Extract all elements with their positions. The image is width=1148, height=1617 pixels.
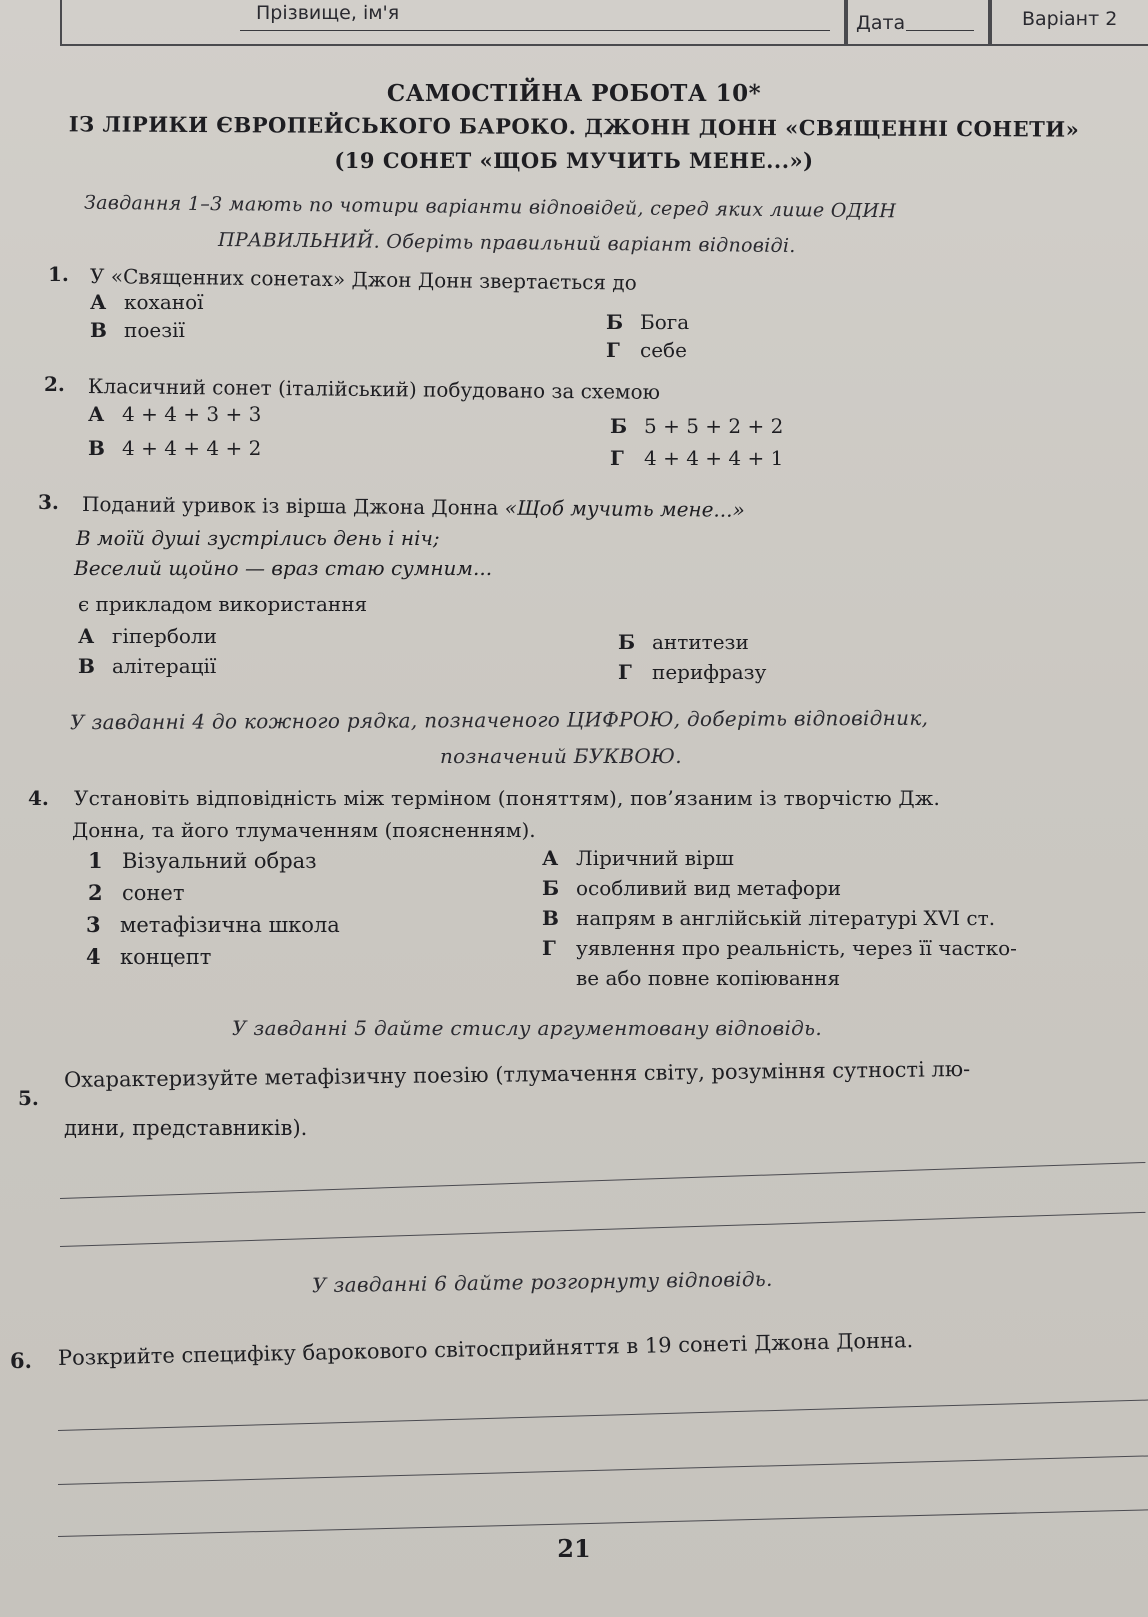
- option-letter: Г: [606, 338, 620, 362]
- match-definition[interactable]: [542, 876, 841, 900]
- definition-letter: Г: [542, 936, 556, 960]
- answer-option[interactable]: [610, 414, 783, 438]
- option-letter: Г: [610, 446, 624, 470]
- instructions-5: У завданні 5 дайте стислу аргументовану відповідь.: [232, 1016, 822, 1040]
- question-text-after: є прикладом використання: [78, 592, 368, 616]
- instructions-1-3-line1: Завдання 1–3 мають по чотири варіанти відповідей, серед яких лише ОДИН: [83, 191, 897, 223]
- name-line: [240, 30, 830, 31]
- answer-option[interactable]: [618, 630, 749, 654]
- quote-line-2: Веселий щойно — враз стаю сумним...: [74, 556, 493, 580]
- definition-text: ве або повне копіювання: [576, 966, 841, 990]
- name-box[interactable]: [60, 0, 846, 46]
- option-text: алітерації: [112, 654, 217, 678]
- answer-line[interactable]: [58, 1455, 1148, 1485]
- answer-option[interactable]: [88, 402, 261, 426]
- answer-line[interactable]: [58, 1400, 1148, 1431]
- question-text: [82, 492, 745, 522]
- question-text-line1: Установіть відповідність між терміном (поняттям), пов’язаним із творчістю Дж.: [74, 786, 941, 810]
- match-definition[interactable]: [542, 906, 995, 930]
- match-definition[interactable]: [542, 846, 734, 870]
- answer-line[interactable]: [58, 1509, 1148, 1537]
- question-text: У «Священних сонетах» Джон Донн звертається до: [89, 264, 637, 295]
- answer-option[interactable]: [618, 660, 766, 684]
- option-text: перифразу: [652, 660, 767, 684]
- option-text: Бога: [640, 310, 690, 334]
- option-letter: А: [78, 624, 95, 648]
- answer-option[interactable]: [610, 446, 783, 470]
- option-text: гіперболи: [112, 624, 217, 648]
- question-number: 6.: [10, 1348, 32, 1373]
- term-text: метафізична школа: [120, 913, 340, 937]
- option-letter: Б: [610, 414, 628, 438]
- page-subtitle-2: (19 СОНЕТ «ЩОБ МУЧИТЬ МЕНЕ...»): [334, 148, 814, 173]
- option-letter: В: [90, 318, 107, 342]
- header: [0, 0, 1148, 44]
- question-text: Класичний сонет (італійський) побудовано за схемою: [87, 374, 661, 404]
- poem-title: «Щоб мучить мене...»: [504, 495, 745, 522]
- definition-text: уявлення про реальність, через її частко-: [576, 936, 1017, 960]
- page-title: САМОСТІЙНА РОБОТА 10*: [386, 80, 762, 107]
- question-number: 5.: [18, 1086, 39, 1110]
- instructions-1-3-line2: ПРАВИЛЬНИЙ. Оберіть правильний варіант відповіді.: [217, 228, 796, 258]
- option-text: 5 + 5 + 2 + 2: [644, 414, 784, 438]
- term-number: 3: [86, 912, 101, 937]
- definition-letter: Б: [542, 876, 560, 900]
- term-number: 2: [88, 880, 103, 905]
- term-text: сонет: [122, 881, 185, 905]
- answer-line[interactable]: [60, 1162, 1145, 1199]
- option-letter: В: [78, 654, 95, 678]
- question-number: 2.: [44, 372, 65, 396]
- term-text: Візуальний образ: [122, 849, 317, 873]
- option-letter: Г: [618, 660, 632, 684]
- term-number: 1: [88, 848, 103, 873]
- page-subtitle: ІЗ ЛІРИКИ ЄВРОПЕЙСЬКОГО БАРОКО. ДЖОНН ДОНН «СВЯЩЕННІ СОНЕТИ»: [68, 111, 1080, 142]
- answer-option[interactable]: [90, 318, 185, 342]
- term-number: 4: [86, 944, 101, 969]
- match-term[interactable]: [88, 848, 317, 873]
- option-text: 4 + 4 + 4 + 1: [644, 446, 784, 470]
- question-text: Розкрийте специфіку барокового світосприйняття в 19 сонеті Джона Донна.: [57, 1328, 914, 1370]
- match-definition[interactable]: [542, 936, 1017, 960]
- option-letter: Б: [618, 630, 636, 654]
- answer-option[interactable]: [78, 654, 216, 678]
- match-definition-continuation: [576, 966, 840, 990]
- variant-label: Варіант 2: [1022, 8, 1118, 30]
- option-text: поезії: [124, 318, 185, 342]
- definition-text: Ліричний вірш: [576, 846, 734, 870]
- match-term[interactable]: [86, 944, 211, 969]
- question-number: 3.: [38, 490, 59, 514]
- page-number: 21: [557, 1534, 591, 1563]
- option-text: себе: [640, 338, 687, 362]
- date-line: [906, 30, 974, 31]
- quote-line-1: В моїй душі зустрілись день і ніч;: [76, 526, 440, 550]
- answer-option[interactable]: [88, 436, 261, 460]
- instructions-4-line1: У завданні 4 до кожного рядка, позначеного ЦИФРОЮ, доберіть відповідник,: [69, 705, 929, 735]
- instructions-4-line2: позначений БУКВОЮ.: [440, 744, 682, 768]
- term-text: концепт: [120, 945, 212, 969]
- definition-letter: В: [542, 906, 559, 930]
- definition-text: напрям в англійській літературі XVI ст.: [576, 906, 996, 930]
- option-letter: А: [90, 290, 107, 314]
- question-number: 4.: [28, 786, 49, 810]
- match-term[interactable]: [88, 880, 184, 905]
- option-text: 4 + 4 + 4 + 2: [122, 436, 262, 460]
- option-text: 4 + 4 + 3 + 3: [122, 402, 262, 426]
- date-label: Дата: [856, 12, 906, 34]
- answer-option[interactable]: [90, 290, 204, 314]
- question-text-line2: дини, представників).: [64, 1116, 308, 1140]
- match-term[interactable]: [86, 912, 340, 937]
- instructions-6: У завданні 6 дайте розгорнуту відповідь.: [311, 1266, 773, 1298]
- name-label: Прізвище, ім'я: [256, 2, 400, 24]
- question-text-line2: Донна, та його тлумаченням (поясненням).: [72, 818, 536, 842]
- option-text: антитези: [652, 630, 749, 654]
- option-text: коханої: [124, 290, 204, 314]
- answer-option[interactable]: [606, 310, 689, 334]
- option-letter: А: [88, 402, 105, 426]
- question-text-line1: Охарактеризуйте метафізичну поезію (тлумачення світу, розуміння сутності лю-: [63, 1056, 971, 1092]
- question-text-prefix: Поданий уривок із вірша Джона Донна: [81, 492, 505, 520]
- answer-line[interactable]: [60, 1212, 1145, 1247]
- answer-option[interactable]: [606, 338, 687, 362]
- definition-letter: А: [542, 846, 559, 870]
- definition-text: особливий вид метафори: [576, 876, 842, 900]
- answer-option[interactable]: [78, 624, 217, 648]
- question-number: 1.: [48, 262, 69, 286]
- option-letter: В: [88, 436, 105, 460]
- option-letter: Б: [606, 310, 624, 334]
